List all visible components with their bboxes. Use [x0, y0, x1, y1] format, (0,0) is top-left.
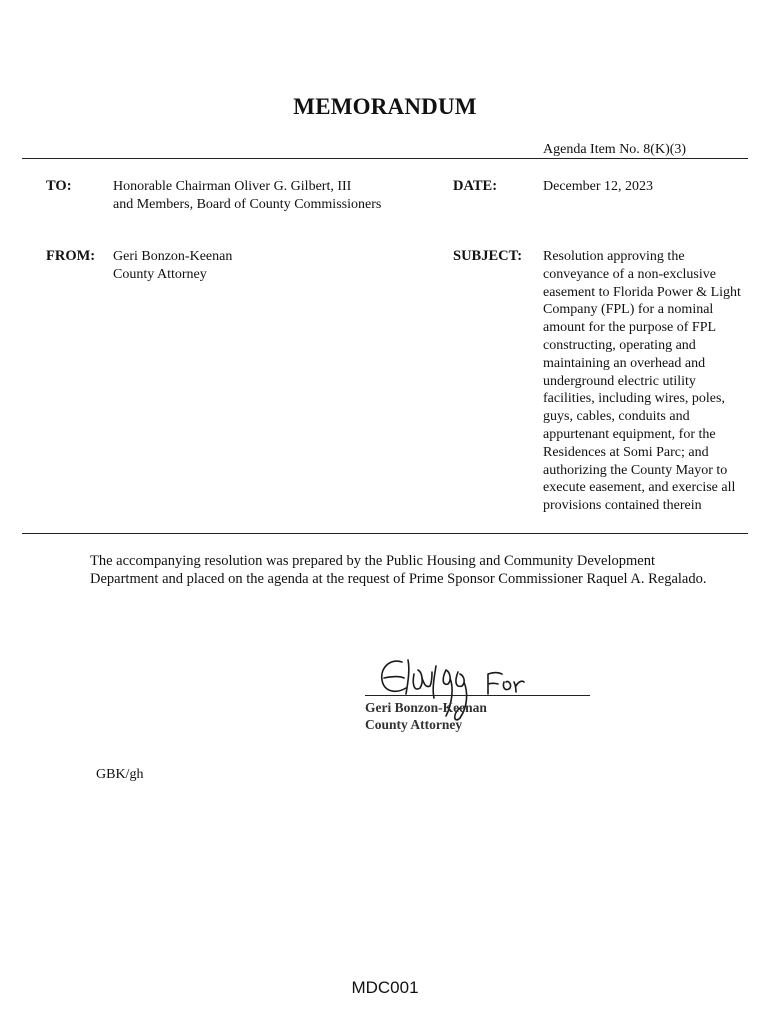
to-line-2: and Members, Board of County Commissioners	[113, 196, 382, 212]
date-value: December 12, 2023	[543, 179, 654, 194]
subject-text: Resolution approving the conveyance of a non-exclusive easement to Florida Power & Light Company (FPL) for a nominal amount for the purpose of FPL constructing, operating and maintaining an overhead and underground electric utility facilities, including wires, poles, guys, cables, conduits and appurtenant equipment, for the Residences at Somi Parc; and authorizing the County Mayor to execute easement, and exercise all provisions contained therein	[543, 249, 741, 514]
from-label: FROM:	[46, 248, 96, 264]
to-recipient	[113, 178, 381, 213]
subject-label: SUBJECT:	[453, 248, 523, 264]
signature-line	[365, 695, 590, 696]
header-top-rule	[22, 158, 748, 159]
from-sender	[113, 248, 232, 283]
page-footer-code: MDC001	[351, 978, 419, 997]
header-bottom-rule	[22, 533, 748, 534]
handwritten-signature	[360, 648, 560, 748]
body-paragraph: The accompanying resolution was prepared by the Public Housing and Community Development Department and placed on the agenda at the request of Prime Sponsor Commissioner Raquel A. Regalado.	[90, 553, 707, 587]
signatory-name: Geri Bonzon-Keenan	[365, 700, 487, 715]
from-line-2: County Attorney	[113, 266, 207, 282]
typist-initials: GBK/gh	[96, 767, 144, 782]
agenda-item-number: Agenda Item No. 8(K)(3)	[543, 142, 687, 157]
signatory-title: County Attorney	[365, 717, 463, 732]
memo-title: MEMORANDUM	[293, 94, 477, 119]
date-label: DATE:	[453, 178, 498, 194]
to-line-1: Honorable Chairman Oliver G. Gilbert, III	[113, 179, 352, 194]
to-label: TO:	[46, 178, 72, 194]
signature-for-text: For	[490, 693, 492, 694]
from-line-1: Geri Bonzon-Keenan	[113, 249, 233, 264]
signature-block	[365, 699, 487, 733]
